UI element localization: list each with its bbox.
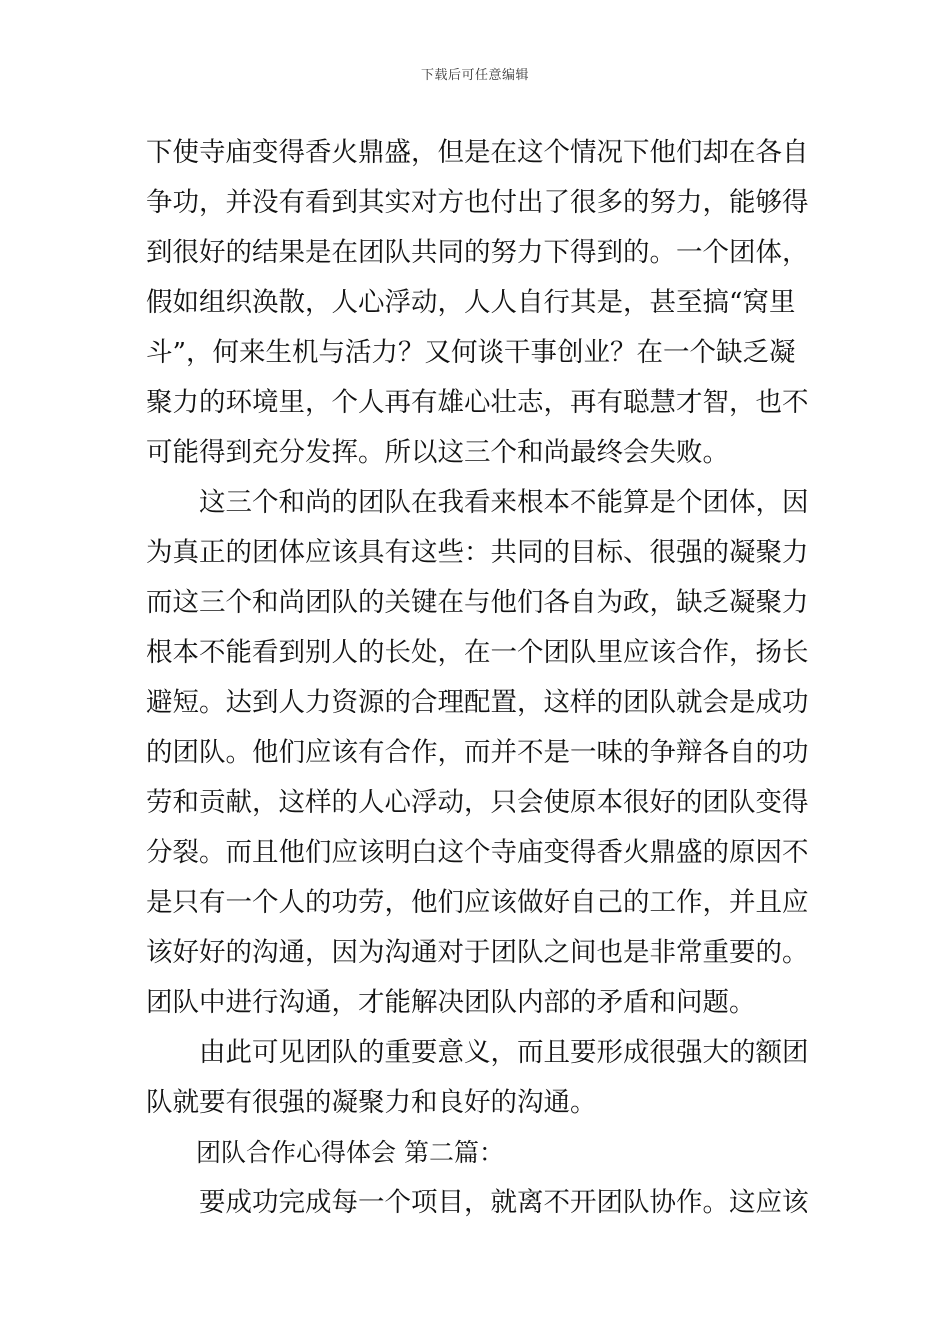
text-line: 争功，并没有看到其实对方也付出了很多的努力，能够得: [146, 187, 809, 218]
text-line: 斗”，何来生机与活力？又何谈干事创业？在一个缺乏凝: [146, 337, 796, 368]
paragraph-start-line: 这三个和尚的团队在我看来根本不能算是个团体，因: [199, 487, 809, 518]
text-line: 假如组织涣散，人心浮动，人人自行其是，甚至搞“窝里: [146, 287, 796, 318]
text-line: 队就要有很强的凝聚力和良好的沟通。: [146, 1087, 597, 1118]
page-header: 下载后可任意编辑: [420, 68, 529, 83]
section-heading: 团队合作心得体会 第二篇：: [196, 1138, 504, 1167]
text-line: 是只有一个人的功劳，他们应该做好自己的工作，并且应: [146, 887, 809, 918]
text-line: 分裂。而且他们应该明白这个寺庙变得香火鼎盛的原因不: [146, 837, 809, 868]
text-line: 聚力的环境里，个人再有雄心壮志，再有聪慧才智，也不: [146, 387, 809, 418]
text-line: 根本不能看到别人的长处，在一个团队里应该合作，扬长: [146, 637, 809, 668]
text-line: 避短。达到人力资源的合理配置，这样的团队就会是成功: [146, 687, 809, 718]
text-line: 到很好的结果是在团队共同的努力下得到的。一个团体，: [146, 237, 809, 268]
text-line: 为真正的团体应该具有这些：共同的目标、很强的凝聚力: [146, 537, 809, 568]
text-line: 下使寺庙变得香火鼎盛，但是在这个情况下他们却在各自: [146, 137, 809, 168]
text-line: 该好好的沟通，因为沟通对于团队之间也是非常重要的。: [146, 937, 809, 968]
text-line: 而这三个和尚团队的关键在与他们各自为政，缺乏凝聚力: [146, 587, 809, 618]
text-line: 可能得到充分发挥。所以这三个和尚最终会失败。: [146, 437, 729, 468]
text-line: 劳和贡献，这样的人心浮动，只会使原本很好的团队变得: [146, 787, 809, 818]
text-line: 团队中进行沟通，才能解决团队内部的矛盾和问题。: [146, 987, 756, 1018]
paragraph-start-line: 由此可见团队的重要意义，而且要形成很强大的额团: [199, 1037, 809, 1068]
document-body: [146, 128, 816, 1228]
text-line: 的团队。他们应该有合作，而并不是一味的争辩各自的功: [146, 737, 809, 768]
paragraph-start-line: 要成功完成每一个项目，就离不开团队协作。这应该: [199, 1187, 809, 1218]
